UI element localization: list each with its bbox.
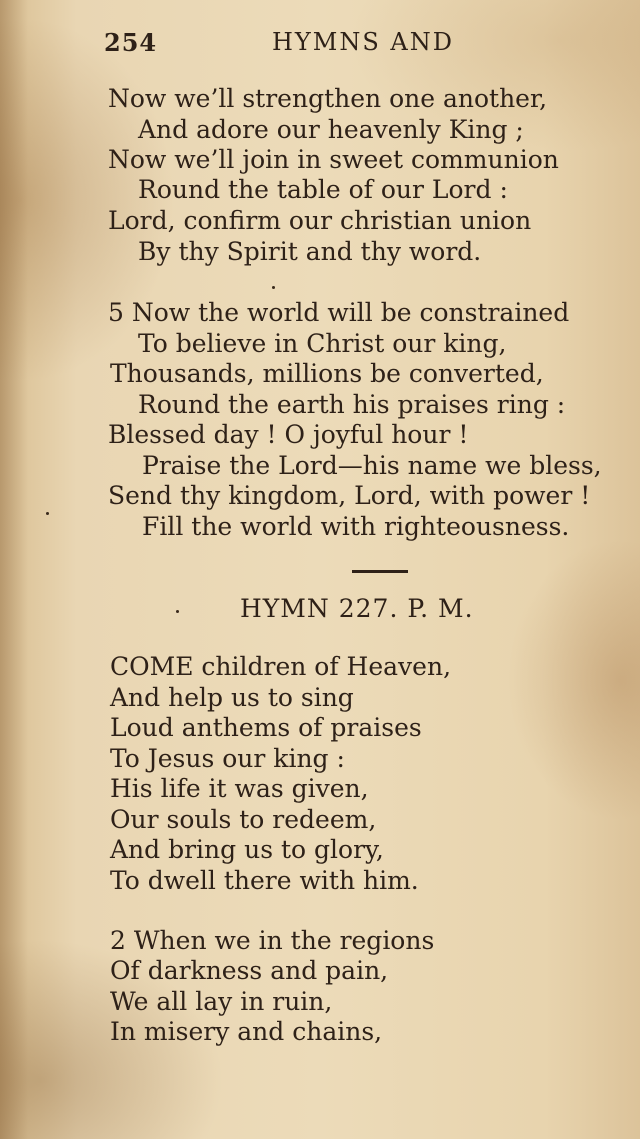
page-gutter-shadow — [0, 0, 28, 1139]
verse-line: Loud anthems of praises — [110, 713, 422, 742]
verse-line: Of darkness and pain, — [110, 956, 389, 985]
running-head: HYMNS AND — [272, 28, 454, 56]
page-header — [0, 26, 640, 62]
verse-line: 2 When we in the regions — [110, 926, 435, 955]
verse-line: Send thy kingdom, Lord, with power ! — [108, 481, 591, 510]
ink-speck — [46, 512, 49, 515]
verse-line: Now we’ll strengthen one another, — [108, 84, 548, 113]
verse-line: Round the table of our Lord : — [138, 175, 508, 204]
page-number: 254 — [104, 28, 158, 57]
verse-line: Thousands, millions be converted, — [110, 359, 544, 388]
verse-line: To dwell there with him. — [110, 866, 419, 895]
verse-line: His life it was given, — [110, 774, 369, 803]
verse-line: By thy Spirit and thy word. — [138, 237, 482, 266]
verse-line: COME children of Heaven, — [110, 652, 452, 681]
verse-line: Round the earth his praises ring : — [138, 390, 566, 419]
verse-line: We all lay in ruin, — [110, 987, 333, 1016]
verse-line: To Jesus our king : — [110, 744, 345, 773]
verse-line: In misery and chains, — [110, 1017, 383, 1046]
verse-line: Praise the Lord—his name we bless, — [142, 451, 602, 480]
section-divider — [352, 570, 408, 573]
verse-line: 5 Now the world will be constrained — [108, 298, 570, 327]
verse-line: Our souls to redeem, — [110, 805, 377, 834]
hymn-heading: HYMN 227. P. M. — [240, 594, 474, 623]
verse-line: To believe in Christ our king, — [138, 329, 507, 358]
verse-line: Blessed day ! O joyful hour ! — [108, 420, 469, 449]
verse-line: And bring us to glory, — [110, 835, 384, 864]
verse-line: Lord, confirm our christian union — [108, 206, 532, 235]
verse-line: Fill the world with righteousness. — [142, 512, 570, 541]
verse-line: And help us to sing — [110, 683, 354, 712]
verse-line: And adore our heavenly King ; — [138, 115, 524, 144]
ink-speck — [176, 610, 179, 613]
verse-line: Now we’ll join in sweet communion — [108, 145, 559, 174]
ink-speck — [272, 286, 275, 289]
